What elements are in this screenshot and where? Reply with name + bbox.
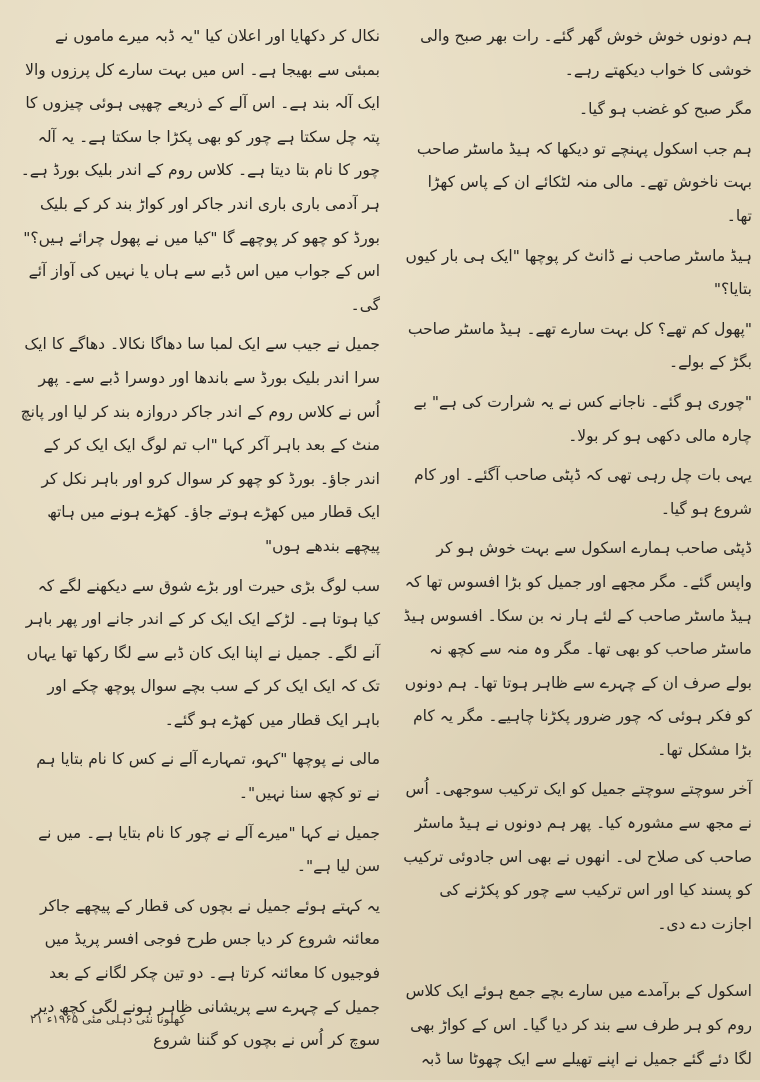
paragraph: یہ کہتے ہوئے جمیل نے بچوں کی قطار کے پیچھے جاکر معائنہ شروع کر دیا جس طرح فوجی افسر پریڈ میں فوجیوں کا معائنہ کرتا ہے۔ دو تین چکر لگانے کے بعد جمیل کے چہرے سے پریشانی ظاہر ہونے لگی کچھ دیر سوچ کر اُس نے بچوں کو گننا شروع (34, 896, 380, 1050)
paragraph: ڈپٹی صاحب ہمارے اسکول سے بہت خوش ہو کر واپس گئے۔ مگر مجھے اور جمیل کو بڑا افسوس تھا کہ ہیڈ ماسٹر صاحب کے لئے ہار نہ بن سکا۔ افسوس ہیڈ ماسٹر صاحب کو بھی تھا۔ مگر وہ منہ سے کچھ نہ بولے صرف ان کے چہرے سے ظاہر ہوتا تھا۔ ہم دونوں کو فکر ہوئی کہ چور ضرور پکڑنا چاہیے۔ مگر یہ کام بڑا مشکل تھا۔ (403, 539, 752, 759)
paragraph: مالی نے پوچھا "کہو، تمہارے آلے نے کس کا نام بتایا ہم نے تو کچھ سنا نہیں"۔ (36, 750, 380, 803)
paragraph: "چوری ہو گئے۔ ناجانے کس نے یہ شرارت کی ہے" بے چارہ مالی دکھی ہو کر بولا۔ (413, 392, 752, 445)
right-text-column (402, 20, 752, 1082)
paragraph: ہیڈ ماسٹر صاحب نے ڈانٹ کر پوچھا "ایک ہی بار کیوں بتایا؟" (405, 246, 752, 299)
paragraph: نکال کر دکھایا اور اعلان کیا "یہ ڈبہ میرے ماموں نے بمبئی سے بھیجا ہے۔ اس میں بہت سارے کل پرزوں والا ایک آلہ بند ہے۔ اس آلے کے ذریعے چھپی ہوئی چیزوں کا پتہ چل سکتا ہے چور کو بھی پکڑا جا سکتا ہے۔ یہ آلہ چور کا نام بتا دیتا ہے۔ کلاس روم کے اندر بلیک بورڈ ہے۔ ہر آدمی باری باری اندر جاکر اور کواڑ بند کر کے بلیک بورڈ کو چھو کر پوچھے گا "کیا میں نے پھول چرائے ہیں؟" اس کے جواب میں اس ڈبے سے ہاں یا نہیں کی آواز آئے گی۔ (20, 27, 380, 314)
page-footer: کھلونا نئی دہلی مئی ۱۹۶۵ء ۲۱ (30, 1012, 186, 1026)
paragraph: ہم جب اسکول پہنچے تو دیکھا کہ ہیڈ ماسٹر صاحب بہت ناخوش تھے۔ مالی منہ لٹکائے ان کے پاس کھڑا تھا۔ (416, 139, 752, 225)
paragraph: آخر سوچتے سوچتے جمیل کو ایک ترکیب سوجھی۔ اُس نے مجھ سے مشورہ کیا۔ پھر ہم دونوں نے ہیڈ ماسٹر صاحب کی صلاح لی۔ انھوں نے بھی اس جادوئی ترکیب کو پسند کیا اور اس ترکیب سے چور کو پکڑنے کی اجازت دے دی۔ (403, 780, 752, 933)
paragraph: "پھول کم تھے؟ کل بہت سارے تھے۔ ہیڈ ماسٹر صاحب بگڑ کے بولے۔ (407, 319, 752, 372)
paragraph: ہم دونوں خوش خوش گھر گئے۔ رات بھر صبح والی خوشی کا خواب دیکھتے رہے۔ (420, 27, 752, 79)
paragraph: مگر صبح کو غضب ہو گیا۔ (579, 100, 752, 119)
paragraph: اسکول کے برآمدے میں سارے بچے جمع ہوئے ایک کلاس روم کو ہر طرف سے بند کر دیا گیا۔ اس کے کواڑ بھی لگا دئے گئے جمیل نے اپنے تھیلے سے ایک چھوٹا سا ڈبہ (405, 982, 752, 1068)
paragraph: جمیل نے کہا "میرے آلے نے چور کا نام بتایا ہے۔ میں نے سن لیا ہے"۔ (38, 823, 380, 876)
left-text-column (18, 20, 380, 1064)
paragraph: جمیل نے جیب سے ایک لمبا سا دھاگا نکالا۔ دھاگے کا ایک سرا اندر بلیک بورڈ سے باندھا اور دوسرا ڈبے سے۔ پھر اُس نے کلاس روم کے اندر جاکر دروازہ بند کر لیا اور پانچ منٹ کے بعد باہر آکر کہا "اب تم لوگ ایک ایک کر کے اندر جاؤ۔ بورڈ کو چھو کر سوال کرو اور باہر نکل کر ایک قطار میں کھڑے ہوتے جاؤ۔ کھڑے ہونے میں ہاتھ پیچھے بندھے ہوں" (20, 335, 380, 555)
section-gap (402, 947, 752, 975)
paragraph: سب لوگ بڑی حیرت اور بڑے شوق سے دیکھنے لگے کہ کیا ہوتا ہے۔ لڑکے ایک ایک کر کے اندر جانے اور پھر باہر آنے لگے۔ جمیل نے اپنا ایک کان ڈبے سے لگا رکھا تھا یہاں تک کہ ایک ایک کر کے سب بچے سوال پوچھ چکے اور باہر ایک قطار میں کھڑے ہو گئے۔ (25, 576, 380, 729)
paragraph: یہی بات چل رہی تھی کہ ڈپٹی صاحب آگئے۔ اور کام شروع ہو گیا۔ (414, 466, 752, 518)
